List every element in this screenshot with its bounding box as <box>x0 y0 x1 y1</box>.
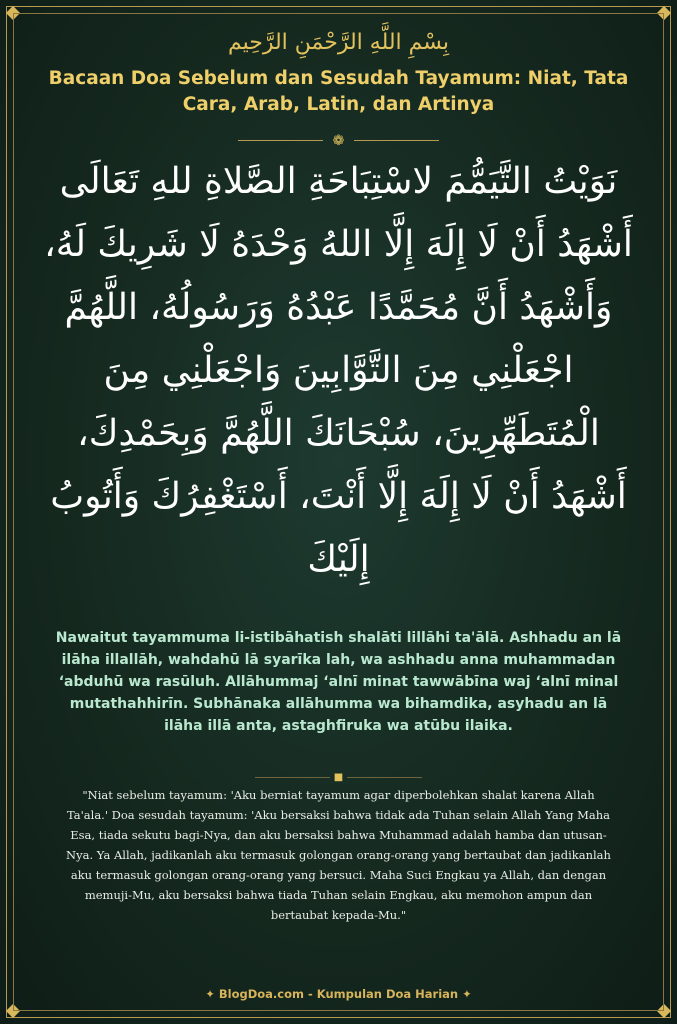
square-ornament-icon: ■ <box>333 771 344 783</box>
flower-ornament-icon: ❁ <box>332 132 345 149</box>
latin-transliteration: Nawaitut tayammuma li-istibāhatish shalāti lillāhi ta'ālā. Ashhadu an lā ilāha illallāh, wahdahū lā syarīka lah, wa ashhadu anna muhammadan ‘abduhū wa rasūluh. Allāhummaj ‘alnī minat tawwābīna waj ‘alnī minal mutathahhirīn. Subhānaka allāhumma wa bihamdika, asyhadu an lā ilāha illā anta, astaghfiruka wa atūbu ilaika. <box>55 630 622 734</box>
translation-text: "Niat sebelum tayamum: 'Aku berniat tayamum agar diperbolehkan shalat karena Allah Ta'ala.' Doa sesudah tayamum: 'Aku bersaksi bahwa tidak ada Tuhan selain Allah Yang Maha Esa, tiada sekutu bagi-Nya, dan aku bersaksi bahwa Muhammad adalah hamba dan utusan-Nya. Ya Allah, jadikanlah aku termasuk golongan orang-orang yang bertaubat dan jadikanlah aku termasuk golongan orang-orang yang bersuci. Maha Suci Engkau ya Allah, dan dengan memuji-Mu, aku bersaksi bahwa tiada Tuhan selain Engkau, aku memohon ampun dan bertaubat kepada-Mu." <box>66 788 611 922</box>
page-title: Bacaan Doa Sebelum dan Sesudah Tayamum: Niat, Tata Cara, Arab, Latin, dan Artinya <box>48 68 629 115</box>
arabic-prayer-text: نَوَيْتُ التَّيَمُّمَ لاسْتِبَاحَةِ الصَّلاةِ للهِ تَعَالَى أَشْهَدُ أَنْ لَا إِلَهَ إِلَّا اللهُ وَحْدَهُ لَا شَرِيكَ لَهُ، وَأَشْهَدُ أَنَّ مُحَمَّدًا عَبْدُهُ وَرَسُولُهُ، اللَّهُمَّ اجْعَلْنِي مِنَ التَّوَّابِينَ وَاجْعَلْنِي مِنَ الْمُتَطَهِّرِينَ، سُبْحَانَكَ اللَّهُمَّ وَبِحَمْدِكَ، أَشْهَدُ أَنْ لَا إِلَهَ إِلَّا أَنْتَ، أَسْتَغْفِرُكَ وَأَتُوبُ إِلَيْكَ <box>44 161 633 580</box>
basmala: بِسْمِ اللَّهِ الرَّحْمَنِ الرَّحِيم <box>227 30 450 55</box>
title-divider <box>0 130 677 149</box>
section-divider <box>0 767 677 781</box>
footer-credit: ✦ BlogDoa.com - Kumpulan Doa Harian ✦ <box>205 987 472 1001</box>
